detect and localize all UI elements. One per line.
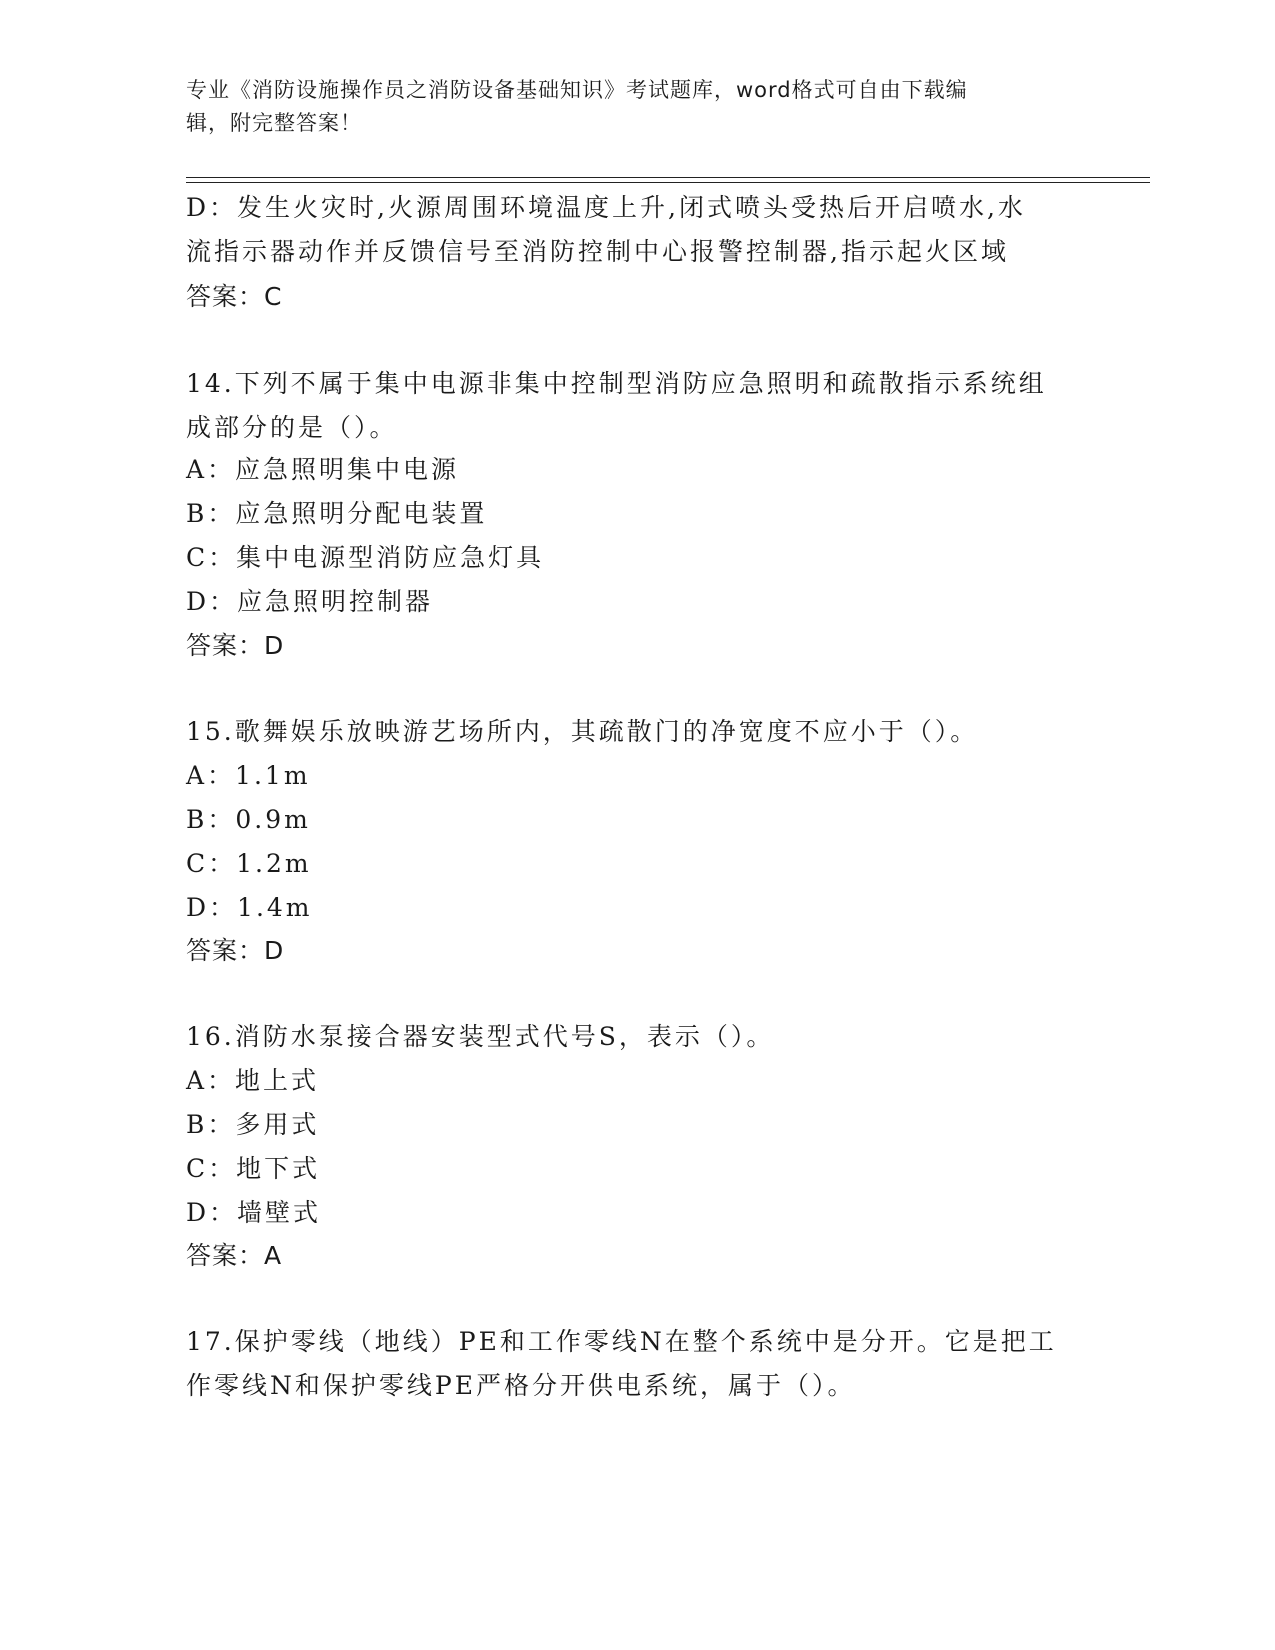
prev-option-d-line-1: D：发生火灾时,火源周围环境温度上升,闭式喷头受热后开启喷水,水 bbox=[186, 193, 1026, 222]
q16-option-b: B：多用式 bbox=[186, 1110, 320, 1139]
document-header bbox=[186, 74, 1086, 140]
q14-stem-line-2: 成部分的是（）。 bbox=[186, 413, 398, 442]
prev-answer: 答案：C bbox=[186, 282, 283, 311]
q14-option-b: B：应急照明分配电装置 bbox=[186, 499, 488, 528]
q17-stem-line-2: 作零线N和保护零线PE严格分开供电系统，属于（）。 bbox=[186, 1371, 856, 1400]
header-divider-top bbox=[186, 177, 1150, 178]
q14-option-c: C：集中电源型消防应急灯具 bbox=[186, 543, 545, 572]
q14-option-a: A：应急照明集中电源 bbox=[186, 455, 460, 484]
q15-option-c: C：1.2m bbox=[186, 849, 312, 878]
prev-option-d-line-2: 流指示器动作并反馈信号至消防控制中心报警控制器,指示起火区域 bbox=[186, 237, 1009, 266]
q16-answer: 答案：A bbox=[186, 1241, 283, 1270]
q14-option-d: D：应急照明控制器 bbox=[186, 587, 434, 616]
header-line-2: 辑，附完整答案！ bbox=[186, 111, 362, 135]
q14-stem-line-1: 14.下列不属于集中电源非集中控制型消防应急照明和疏散指示系统组 bbox=[186, 369, 1047, 398]
q16-stem-line-1: 16.消防水泵接合器安装型式代号S，表示（）。 bbox=[186, 1022, 775, 1051]
q15-option-a: A：1.1m bbox=[186, 761, 311, 790]
q16-option-c: C：地下式 bbox=[186, 1154, 321, 1183]
q15-option-d: D：1.4m bbox=[186, 893, 313, 922]
q17-stem-line-1: 17.保护零线（地线）PE和工作零线N在整个系统中是分开。它是把工 bbox=[186, 1327, 1057, 1356]
q16-option-d: D：墙壁式 bbox=[186, 1198, 322, 1227]
q15-stem-line-1: 15.歌舞娱乐放映游艺场所内，其疏散门的净宽度不应小于（）。 bbox=[186, 717, 979, 746]
header-divider-bottom bbox=[186, 182, 1150, 183]
q15-option-b: B：0.9m bbox=[186, 805, 311, 834]
q15-answer: 答案：D bbox=[186, 936, 285, 965]
q14-answer: 答案：D bbox=[186, 631, 285, 660]
header-line-1: 专业《消防设施操作员之消防设备基础知识》考试题库，word格式可自由下载编 bbox=[186, 78, 968, 102]
q16-option-a: A：地上式 bbox=[186, 1066, 320, 1095]
